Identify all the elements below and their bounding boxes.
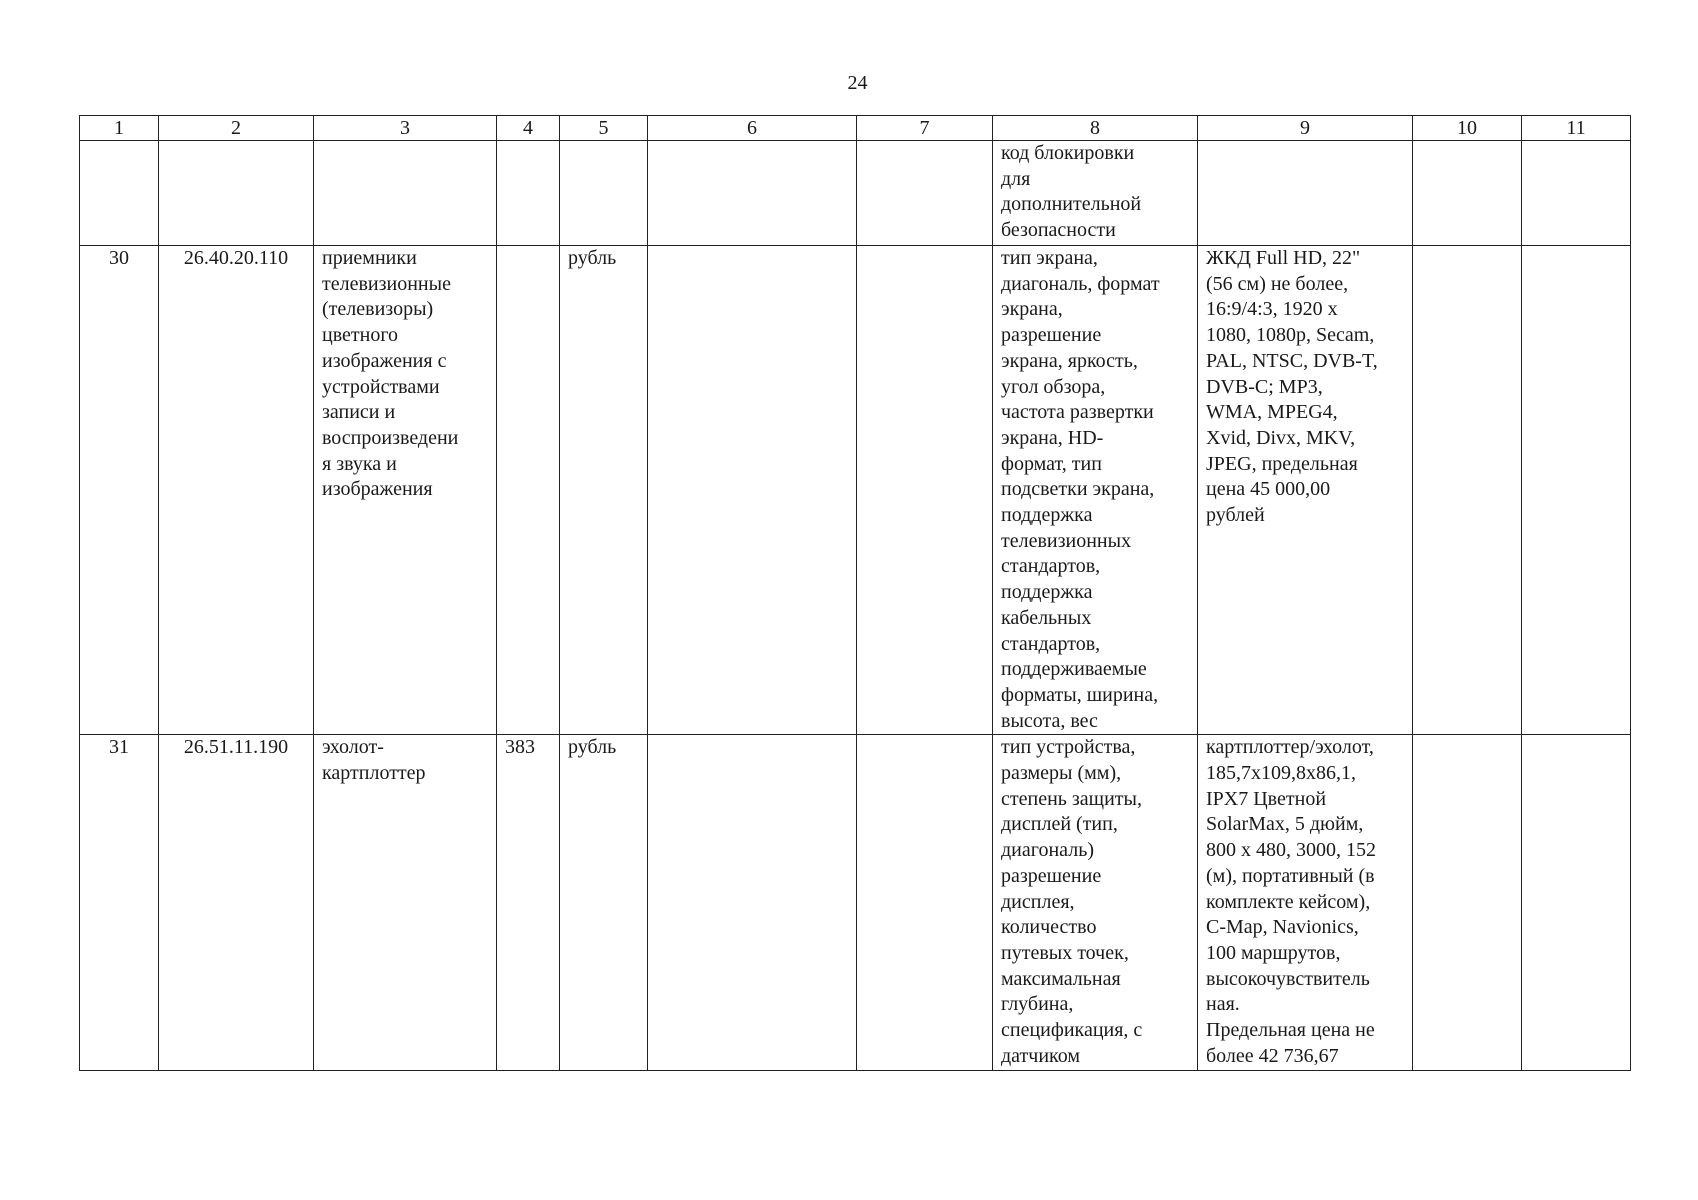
item-name-cell: эхолот- картплоттер xyxy=(314,735,497,1070)
column-header: 2 xyxy=(159,116,314,141)
column-header: 3 xyxy=(314,116,497,141)
column-header: 7 xyxy=(857,116,993,141)
specification-table xyxy=(79,115,1631,1071)
col7-cell xyxy=(857,246,993,735)
okei-code-cell xyxy=(497,141,560,246)
row-number-cell xyxy=(80,141,159,246)
col6-cell xyxy=(648,246,857,735)
column-header: 8 xyxy=(993,116,1198,141)
col11-cell xyxy=(1522,735,1631,1070)
okei-code-cell: 383 xyxy=(497,735,560,1070)
column-header: 5 xyxy=(560,116,648,141)
col6-cell xyxy=(648,141,857,246)
characteristics-cell: тип устройства, размеры (мм), степень защиты, дисплей (тип, диагональ) разрешение дисплея, количество путевых точек, максимальная глубина, спецификация, с датчиком xyxy=(993,735,1198,1070)
col11-cell xyxy=(1522,141,1631,246)
okpd-code-cell xyxy=(159,141,314,246)
col7-cell xyxy=(857,141,993,246)
col10-cell xyxy=(1413,735,1522,1070)
characteristics-cell: код блокировки для дополнительной безопасности xyxy=(993,141,1198,246)
page-number: 24 xyxy=(847,72,868,94)
col7-cell xyxy=(857,735,993,1070)
col11-cell xyxy=(1522,246,1631,735)
row-number-cell: 30 xyxy=(80,246,159,735)
col10-cell xyxy=(1413,141,1522,246)
col10-cell xyxy=(1413,246,1522,735)
item-name-cell xyxy=(314,141,497,246)
unit-cell xyxy=(560,141,648,246)
values-cell: картплоттер/эхолот, 185,7x109,8x86,1, IPX7 Цветной SolarMax, 5 дюйм, 800 x 480, 3000, 152 (м), портативный (в комплекте кейсом), C-Map, Navionics, 100 маршрутов, высокочувствитель ная. Предельная цена не более 42 736,67 xyxy=(1198,735,1413,1070)
okpd-code-cell: 26.51.11.190 xyxy=(159,735,314,1070)
table-row xyxy=(80,735,1631,1070)
okpd-code-cell: 26.40.20.110 xyxy=(159,246,314,735)
item-name-cell: приемники телевизионные (телевизоры) цветного изображения с устройствами записи и воспроизведени я звука и изображения xyxy=(314,246,497,735)
okei-code-cell xyxy=(497,246,560,735)
values-cell: ЖКД Full HD, 22" (56 см) не более, 16:9/4:3, 1920 x 1080, 1080p, Secam, PAL, NTSC, DVB-T, DVB-C; MP3, WMA, MPEG4, Xvid, Divx, MKV, JPEG, предельная цена 45 000,00 рублей xyxy=(1198,246,1413,735)
values-cell xyxy=(1198,141,1413,246)
column-header: 11 xyxy=(1522,116,1631,141)
table-row-continuation xyxy=(80,141,1631,246)
table-row xyxy=(80,246,1631,735)
col6-cell xyxy=(648,735,857,1070)
column-number-row xyxy=(80,116,1631,141)
characteristics-cell: тип экрана, диагональ, формат экрана, разрешение экрана, яркость, угол обзора, частота развертки экрана, HD- формат, тип подсветки экрана, поддержка телевизионных стандартов, поддержка кабельных стандартов, поддерживаемые форматы, ширина, высота, вес xyxy=(993,246,1198,735)
column-header: 4 xyxy=(497,116,560,141)
column-header: 6 xyxy=(648,116,857,141)
column-header: 9 xyxy=(1198,116,1413,141)
unit-cell: рубль xyxy=(560,246,648,735)
row-number-cell: 31 xyxy=(80,735,159,1070)
unit-cell: рубль xyxy=(560,735,648,1070)
column-header: 10 xyxy=(1413,116,1522,141)
column-header: 1 xyxy=(80,116,159,141)
